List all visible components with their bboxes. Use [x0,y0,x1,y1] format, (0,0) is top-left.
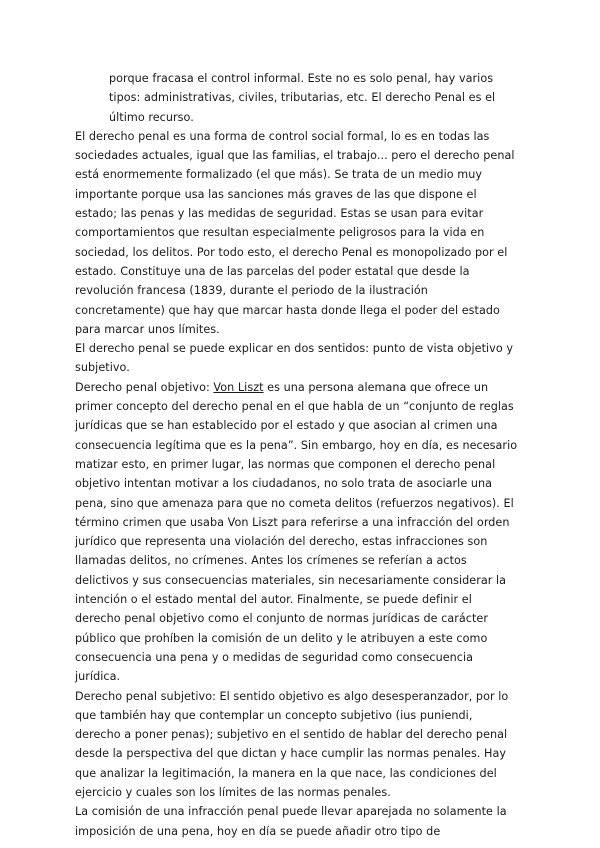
text-line: pena, sino que amenaza para que no cometa delitos (refuerzos negativos). El [75,496,514,510]
text-line: importante porque usa las sanciones más graves de las que dispone el [75,187,477,201]
text-line: ejercicio y cuales son los límites de las normas penales. [75,785,391,799]
text-line: consecuencia una pena y o medidas de seguridad como consecuencia [75,650,474,664]
text-line: intención o el estado mental del autor. Finalmente, se puede definir el [75,593,472,607]
text-line: estado; las penas y las medidas de seguridad. Estas se usan para evitar [75,207,484,221]
text-line: estado. Constituye una de las parcelas del poder estatal que desde la [75,264,470,278]
text-line: para marcar unos límites. [75,322,220,336]
text-line: El derecho penal es una forma de control social formal, lo es en todas las [75,129,490,143]
text-line: comportamientos que resultan especialmente peligrosos para la vida en [75,226,485,240]
text-line: último recurso. [109,110,194,124]
text-line: matizar esto, en primer lugar, las normas que componen el derecho penal [75,457,496,471]
text-line: tipos: administrativas, civiles, tributarias, etc. El derecho Penal es el [109,91,496,105]
text-line: está enormemente formalizado (el que más). Se trata de un medio muy [75,168,483,182]
text-line: primer concepto del derecho penal en el que habla de un “conjunto de reglas [75,400,514,414]
text-line: jurídicas que se han establecido por el estado y que asocian al crimen una [75,419,498,433]
text-fragment: Derecho penal objetivo: [75,380,214,394]
document-body [75,69,530,841]
text-line: desde la perspectiva del que dictan y hace cumplir las normas penales. Hay [75,747,507,761]
text-line: que analizar la legitimación, la manera en la que nace, las condiciones del [75,766,497,780]
text-line: El derecho penal se puede explicar en dos sentidos: punto de vista objetivo y [75,342,514,356]
text-line: público que prohíben la comisión de un delito y le atribuyen a este como [75,631,488,645]
text-line: concretamente) que hay que marcar hasta donde llega el poder del estado [75,303,500,317]
text-line: Derecho penal subjetivo: El sentido objetivo es algo desesperanzador, por lo [75,689,509,703]
text-line: derecho a poner penas); subjetivo en el sentido de hablar del derecho penal [75,728,508,742]
text-line: sociedad, los delitos. Por todo esto, el derecho Penal es monopolizado por el [75,245,508,259]
text-line: término crimen que usaba Von Liszt para referirse a una infracción del orden [75,515,510,529]
text-line: llamadas delitos, no crímenes. Antes los crímenes se referían a actos [75,554,467,568]
text-line: objetivo intentan motivar a los ciudadanos, no solo trata de asociarle una [75,477,493,491]
text-line: consecuencia legítima que es la pena”. Sin embargo, hoy en día, es necesario [75,438,518,452]
text-line: jurídica. [75,670,121,684]
text-line: imposición de una pena, hoy en día se puede añadir otro tipo de [75,824,441,838]
von-liszt-link[interactable]: Von Liszt [213,380,264,394]
text-line: revolución francesa (1839, durante el periodo de la ilustración [75,284,428,298]
text-line-with-link [75,378,530,397]
text-line: La comisión de una infracción penal puede llevar aparejada no solamente la [75,805,507,819]
text-line: jurídico que representa una violación del derecho, estas infracciones son [75,535,488,549]
text-fragment: es una persona alemana que ofrece un [263,380,489,394]
text-line: delictivos y sus consecuencias materiales, sin necesariamente considerar la [75,573,507,587]
text-line: que también hay que contemplar un concepto subjetivo (ius puniendi, [75,708,473,722]
text-line: sociedades actuales, igual que las familias, el trabajo... pero el derecho penal [75,149,515,163]
text-line: derecho penal objetivo como el conjunto de normas jurídicas de carácter [75,612,489,626]
text-line: porque fracasa el control informal. Este no es solo penal, hay varios [109,72,494,85]
text-line: subjetivo. [75,361,130,375]
